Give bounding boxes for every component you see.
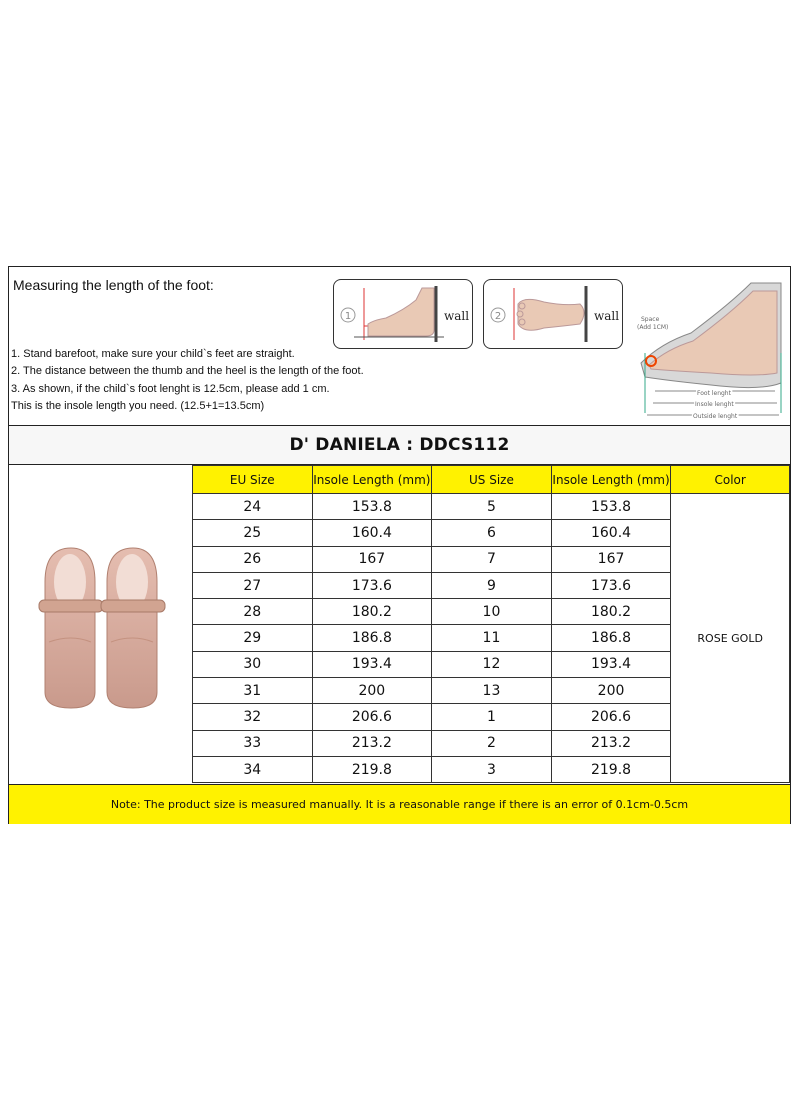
measure-steps [11,346,364,415]
insole-us-cell: 219.8 [551,756,671,782]
eu-size-cell: 34 [193,756,313,782]
insole-eu-cell: 193.4 [312,651,432,677]
header-eu-size: EU Size [193,466,313,494]
us-size-cell: 7 [432,546,552,572]
insole-eu-cell: 200 [312,678,432,704]
eu-size-cell: 29 [193,625,313,651]
product-shoe-photo [31,542,171,712]
insole-eu-cell: 167 [312,546,432,572]
insole-us-cell: 167 [551,546,671,572]
eu-size-cell: 32 [193,704,313,730]
panel1-number: 1 [344,311,352,322]
eu-size-cell: 25 [193,520,313,546]
insole-eu-cell: 206.6 [312,704,432,730]
foot-length-label: Foot lenght [697,390,731,397]
panel1-wall-label: wall [444,309,470,323]
eu-size-cell: 26 [193,546,313,572]
insole-us-cell: 160.4 [551,520,671,546]
step-4: This is the insole length you need. (12.5+1=13.5cm) [11,399,265,412]
us-size-cell: 9 [432,572,552,598]
foot-top-illustration [484,280,624,350]
space-label: Space [641,316,660,323]
eu-size-cell: 27 [193,572,313,598]
color-cell: ROSE GOLD [671,494,790,783]
us-size-cell: 6 [432,520,552,546]
eu-size-cell: 30 [193,651,313,677]
insole-eu-cell: 173.6 [312,572,432,598]
header-color: Color [671,466,790,494]
foot-side-illustration [334,280,474,350]
us-size-cell: 10 [432,599,552,625]
insole-eu-cell: 153.8 [312,494,432,520]
eu-size-cell: 33 [193,730,313,756]
insole-eu-cell: 213.2 [312,730,432,756]
us-size-cell: 5 [432,494,552,520]
insole-us-cell: 153.8 [551,494,671,520]
us-size-cell: 2 [432,730,552,756]
insole-us-cell: 173.6 [551,572,671,598]
us-size-cell: 3 [432,756,552,782]
insole-eu-cell: 180.2 [312,599,432,625]
foot-side-panel [333,279,473,349]
panel2-wall-label: wall [594,309,620,323]
insole-length-label: Insole lenght [695,401,734,408]
insole-us-cell: 200 [551,678,671,704]
measure-heading: Measuring the length of the foot: [13,277,214,293]
measurement-note: Note: The product size is measured manually. It is a reasonable range if there is an error of 0.1cm-0.5cm [9,784,790,824]
product-title: D' DANIELA : DDCS112 [9,426,790,465]
header-insole-eu: Insole Length (mm) [312,466,432,494]
insole-eu-cell: 186.8 [312,625,432,651]
insole-us-cell: 193.4 [551,651,671,677]
header-us-size: US Size [432,466,552,494]
eu-size-cell: 28 [193,599,313,625]
add-label: (Add 1CM) [637,324,669,331]
step-3: 3. As shown, if the child`s foot lenght is 12.5cm, please add 1 cm. [11,382,330,395]
eu-size-cell: 24 [193,494,313,520]
insole-us-cell: 186.8 [551,625,671,651]
eu-size-cell: 31 [193,678,313,704]
header-insole-us: Insole Length (mm) [551,466,671,494]
outside-length-label: Outside lenght [693,413,738,420]
insole-us-cell: 180.2 [551,599,671,625]
insole-eu-cell: 219.8 [312,756,432,782]
measuring-guide [9,267,790,426]
us-size-cell: 13 [432,678,552,704]
size-chart-sheet [8,266,791,824]
table-header-row [193,466,790,494]
insole-us-cell: 213.2 [551,730,671,756]
step-1: 1. Stand barefoot, make sure your child`s feet are straight. [11,348,295,360]
us-size-cell: 11 [432,625,552,651]
insole-eu-cell: 160.4 [312,520,432,546]
insole-us-cell: 206.6 [551,704,671,730]
us-size-cell: 12 [432,651,552,677]
us-size-cell: 1 [432,704,552,730]
table-row [193,494,790,520]
foot-top-panel [483,279,623,349]
panel2-number: 2 [494,311,502,322]
shoe-length-diagram [631,273,787,423]
size-table [192,465,790,783]
step-2: 2. The distance between the thumb and the heel is the length of the foot. [11,365,364,378]
